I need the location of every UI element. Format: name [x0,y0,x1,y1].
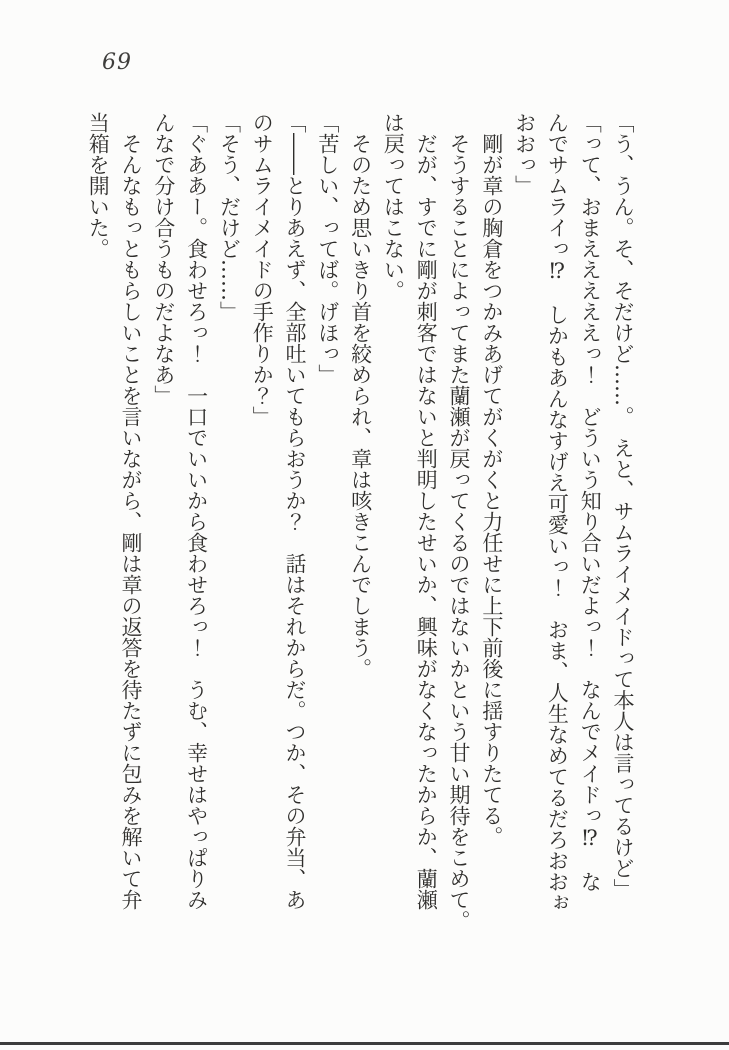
page-number: 69 [102,50,132,75]
text-line: そうすることによってまた蘭瀬が戻ってくるのではないかという甘い期待をこめて。 [447,112,472,931]
text-line: 「ぐああー。食わせろっ！ 一口でいいから食わせろっ！ うむ、幸せはやっぱりみ [184,112,209,910]
text-line: 「って、おまえええええっ！ どういう知り合いだよっ！ なんでメイドっ⁉ な [578,112,603,892]
text-line: おおっ」 [512,112,537,196]
text-line: だが、すでに剛が刺客ではないと判明したせいか、興味がなくなったからか、蘭瀬 [414,112,439,910]
vertical-text-block [81,112,639,942]
text-line: 剛が章の胸倉をつかみあげてがくがくと力任せに上下前後に揺すりたてる。 [479,112,504,847]
text-line: そのため思いきり首を絞められ、章は咳きこんでしまう。 [348,112,373,679]
text-line: 「う、うん。そ、そだけど……。 えと、サムライメイドって本人は言ってるけど」 [611,112,635,900]
text-line: は戻ってはこない。 [381,112,406,301]
text-line: 「そう、だけど……」 [217,112,242,322]
text-line: 「苦しい、ってば。げほっ」 [315,112,340,385]
text-line: そんなもっともらしいことを言いながら、剛は章の返答を待たずに包みを解いて弁 [119,112,144,910]
text-line: んなで分け合うものだよなあ」 [151,112,176,406]
text-line: 当箱を開いた。 [86,112,111,259]
scan-bottom-edge [0,1042,729,1045]
text-line: のサムライメイドの手作りか？」 [250,112,275,427]
text-line: 「――とりあえず、全部吐いてもらおうか？ 話はそれからだ。つか、その弁当、あ [283,112,308,910]
text-line: んでサムライっ⁉ しかもあんなすげえ可愛いっ！ おま、人生なめてるだろおおぉ [545,112,570,913]
